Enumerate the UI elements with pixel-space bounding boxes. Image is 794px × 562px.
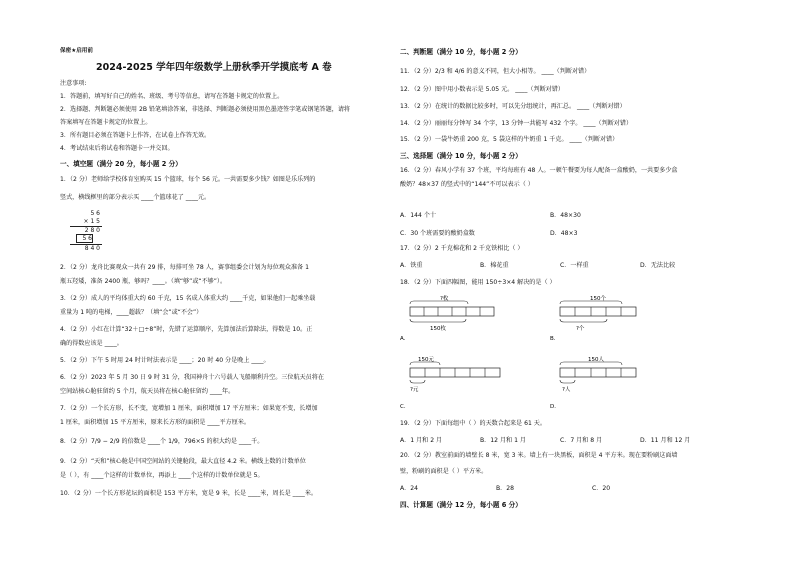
question-line: 7．（2 分）一个长方形，长不变，宽增加 1 厘米，面积增加 17 平方厘米；如果宽不变，长增加 <box>60 405 318 412</box>
note-item: 1．答题前，填写好自己的姓名、班级、考号等信息，请写在答题卡规定的位置上。 <box>60 93 284 100</box>
question-line: 8．（2 分）7/9 − 2/9 的倍数是 ____个 1/9，796×5 的积大约是 ____千。 <box>60 438 264 445</box>
option: A．铁重 <box>400 262 423 269</box>
note-item: 2．选择题、判断题必须使用 2B 铅笔填涂答案，非选择、判断题必须使用黑色墨迹签字笔或钢笔答题，请将 <box>60 106 351 113</box>
question-line: 11．（2 分）2/3 和 4/6 的意义不同，但大小相等。 ____（判断对错） <box>400 68 591 75</box>
question-16-line: 16．（2 分）春风小学有 37 个班，平均每班有 48 人。一顿午餐要为每人配备一盒酸奶，一共要多少盒 <box>400 167 678 174</box>
section-2-heading: 二、判断题（满分 10 分，每小题 2 分） <box>400 48 522 56</box>
section-1-heading: 一、填空题（满分 20 分，每小题 2 分） <box>60 160 182 168</box>
question-line: 6．（2 分）2023 年 5 月 30 日 9 时 31 分，我国神舟十六号载人飞船顺利升空。三位航天员将在 <box>60 374 324 381</box>
option: B．棉花重 <box>480 262 509 269</box>
question-line: 10．（2 分）一个长方形花坛的面积是 153 平方米，宽是 9 米，长是 ____米，周长是 ____米。 <box>60 490 318 497</box>
question-line: 1 厘米，面积增加 15 平方厘米，原来长方形的面积是 ____平方厘米。 <box>60 419 251 426</box>
question-line: 2．（2 分）龙舟比赛观众一共有 29 排，每排可坐 78 人，赛事组委会计划为每位观众准备 1 <box>60 264 309 271</box>
calc-row: 8 4 0 <box>84 245 100 252</box>
question-20-line: 壁，粉刷的面积是（ ）平方米。 <box>400 468 488 475</box>
diagram-a-bottom-brace <box>410 319 466 322</box>
question-18: 18．（2 分）下面四幅图，能用 150÷3×4 解决的是（ ） <box>400 279 556 286</box>
question-line: 5．（2 分）下午 5 时用 24 时计时法表示是 ____；20 时 40 分是晚上 ____。 <box>60 357 270 364</box>
note-item: 4．考试结束后将试卷和答题卡一并交回。 <box>60 145 174 152</box>
option: C．30 个班需要的酸奶盒数 <box>400 230 475 237</box>
question-line: 空间站核心舱驻留约 5 个月，航天员将在核心舱驻留约 ____年。 <box>60 388 235 395</box>
diagram-b-bar <box>560 307 636 316</box>
section-3-heading: 三、选择题（满分 10 分，每小题 2 分） <box>400 152 522 160</box>
diagram-b-bottom-brace <box>560 319 607 322</box>
diagram-a-top-label: ?枚 <box>440 296 449 302</box>
notes-heading: 注意事项: <box>60 80 87 87</box>
question-1-line: 1．（2 分）老师给学校体育室购买 15 个篮球，每个 56 元。一共需要多少钱？如图是乐乐列的 <box>60 176 316 183</box>
diagram-a-letter: A． <box>400 336 410 342</box>
option: B．48×30 <box>550 212 581 219</box>
option: A．144 个十 <box>400 212 437 219</box>
secret-label: 保密★启用前 <box>60 48 93 54</box>
diagram-d-bar <box>560 368 636 377</box>
question-20-line: 20．（2 分）教室前面的墙壁长 8 米，宽 3 米。墙上有一块黑板，面积是 4 平方米。现在要粉刷这面墙 <box>400 452 678 459</box>
option: A．24 <box>400 485 419 492</box>
question-line: 是（ ），有 ____个这样的计数单位，再添上 ____个这样的计数单位就是 5。 <box>60 472 264 479</box>
question-line: 确的得数应该是 ____。 <box>60 340 123 347</box>
diagram-d-bottom-brace <box>560 380 575 383</box>
diagram-b-top-label: 150个 <box>590 296 606 302</box>
diagram-c <box>400 356 500 410</box>
question-line: 4．（2 分）小红在计算“32＋□÷8”时，先错了运算顺序，先算加法后算除法，得数是 10。正 <box>60 326 313 333</box>
question-line: 14．（2 分）丽丽每分钟写 34 个字，13 分钟一共能写 432 个字。 ____（判断对错） <box>400 120 633 127</box>
diagram-c-bottom-brace <box>410 380 425 383</box>
question-17: 17．（2 分）2 千克棉花和 2 千克铁相比（ ） <box>400 245 524 252</box>
question-16-line: 酸奶？48×37 的竖式中的“144”不可以表示（ ） <box>400 181 534 188</box>
calc-row: 5 6 <box>90 210 100 217</box>
section-4-heading: 四、计算题（满分 12 分，每小题 6 分） <box>400 501 522 509</box>
diagram-a-top-brace <box>410 301 468 304</box>
option: D．11 月和 12 月 <box>640 437 691 444</box>
diagram-d-top-label: 150人 <box>588 357 604 363</box>
option: B．12 月和 1 月 <box>480 437 526 444</box>
note-item: 3．所有题目必须在答题卡上作答，在试卷上作答无效。 <box>60 132 211 139</box>
note-item: 答案填写在答题卡规定的位置上。 <box>60 119 152 126</box>
option: C．一样重 <box>560 262 589 269</box>
diagram-c-bottom-label: ?元 <box>410 387 419 393</box>
calc-row: 5 6 <box>82 235 92 242</box>
question-line: 13．（2 分）在统计的数据比较多时，可以先分组统计，再汇总。 ____（判断对错） <box>400 103 626 110</box>
option: B．28 <box>496 485 515 492</box>
diagram-b-bottom-label: ?个 <box>576 326 585 332</box>
diagram-c-top-label: 150元 <box>418 357 434 363</box>
question-line: 重量为 1 吨的电梯，____超载？（填“会”或“不会”） <box>60 309 203 316</box>
question-line: 15．（2 分）一袋牛奶重 200 克，5 袋这样的牛奶重 1 千克。 ____（判断对错） <box>400 136 619 143</box>
question-1-line: 竖式，横线框里的部分表示买 ____个篮球花了 ____元。 <box>60 194 211 201</box>
question-line: 12．（2 分）图中用小数表示是 5.05 元。 ____（判断对错） <box>400 86 564 93</box>
calc-row: × 1 5 <box>83 218 100 225</box>
question-line: 9．（2 分）“天和”核心舱是中国空间站的关键舱段，最大直径 4.2 米。横线上数的计数单位 <box>60 458 306 465</box>
diagram-b-letter: B． <box>550 336 560 342</box>
diagram-a-bottom-label: 150枚 <box>430 326 446 332</box>
option: D．无法比较 <box>640 262 676 269</box>
diagram-b <box>560 294 636 332</box>
option: A．1 月和 2 月 <box>400 437 443 444</box>
option: C．7 月和 8 月 <box>560 437 603 444</box>
question-19: 19．（2 分）下面每组中（ ）的天数合起来是 61 天。 <box>400 420 546 427</box>
diagram-d-bottom-label: ?人 <box>562 387 571 393</box>
diagram-d <box>550 355 636 410</box>
vertical-calculation <box>68 210 102 258</box>
question-line: 3．（2 分）成人的平均体重大约 60 千克，15 名成人体重大约 ____千克，如果他们一起乘坐载 <box>60 295 316 302</box>
option: C．20 <box>592 485 611 492</box>
question-line: 瓶五羟矮，准备 2400 瓶，够吗？____。（填“够”或“不够”）。 <box>60 278 227 285</box>
diagram-a <box>400 294 494 342</box>
diagram-d-letter: D． <box>550 404 560 410</box>
option: D．48×3 <box>550 230 578 237</box>
exam-title: 2024-2025 学年四年级数学上册秋季开学摸底考 A 卷 <box>96 62 332 73</box>
diagram-c-letter: C． <box>400 404 410 410</box>
calc-row: 2 8 0 <box>84 227 100 234</box>
bar-diagrams <box>400 290 700 418</box>
